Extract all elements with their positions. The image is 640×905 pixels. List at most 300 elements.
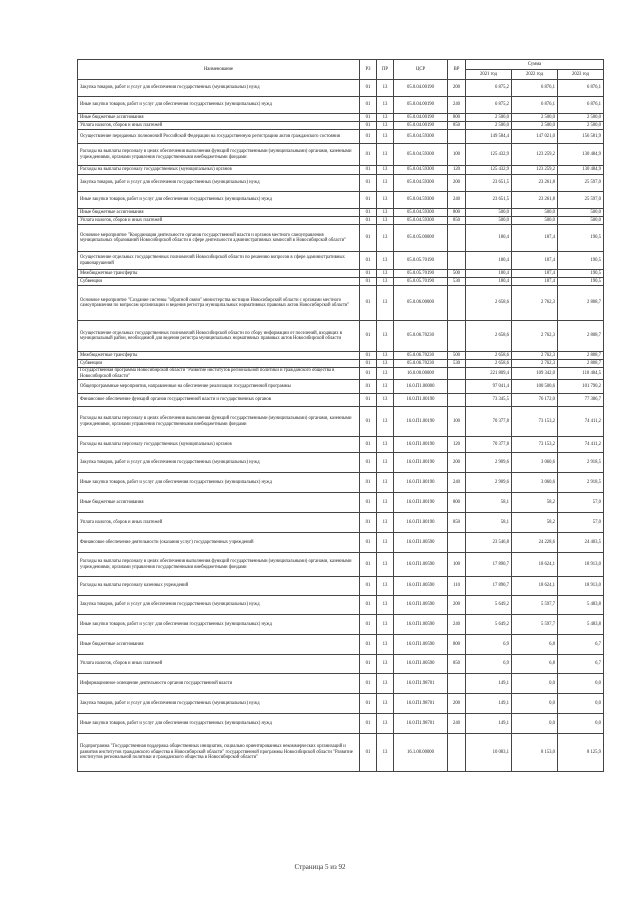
row-rz: 01 bbox=[360, 252, 377, 270]
row-name: Основное мероприятие "Координация деятельности органов государственной власти и органов местного самоуправления муниципальных образований Новосибирской области в сфере деятельности административных комиссий в Новосибирской области" bbox=[78, 225, 360, 252]
row-sum-2022: 6 876,1 bbox=[512, 80, 558, 97]
row-rz: 01 bbox=[360, 144, 377, 166]
row-sum-2023: 18 913,0 bbox=[558, 577, 604, 596]
row-sum-2023: 6,7 bbox=[558, 655, 604, 674]
row-name: Иные закупки товаров, работ и услуг для обеспечения государственных (муниципальных) нужд bbox=[78, 714, 360, 734]
row-rz: 01 bbox=[360, 209, 377, 217]
table-row bbox=[78, 122, 604, 130]
row-csr: 16.0.П1.00190 bbox=[394, 407, 448, 437]
row-sum-2022: 500,0 bbox=[512, 209, 558, 217]
row-csr: 16.0.П1.98701 bbox=[394, 674, 448, 694]
row-csr: 16.0.П1.00590 bbox=[394, 615, 448, 635]
row-vr: 100 bbox=[448, 553, 466, 577]
row-pr: 13 bbox=[377, 166, 394, 175]
row-name: Расходы на выплаты персоналу в целях обеспечения выполнения функций государственными (муниципальными) органами, казенными учреждениями, органами управления государственными внебюджетными фондами bbox=[78, 407, 360, 437]
row-name: Иные закупки товаров, работ и услуг для обеспечения государственных (муниципальных) нужд bbox=[78, 192, 360, 209]
table-row bbox=[78, 166, 604, 175]
row-sum-2023: 500,0 bbox=[558, 217, 604, 225]
row-sum-2021: 2 909,6 bbox=[466, 453, 512, 473]
row-sum-2021: 5 649,2 bbox=[466, 615, 512, 635]
row-sum-2022: 0,0 bbox=[512, 714, 558, 734]
table-row bbox=[78, 635, 604, 655]
row-rz: 01 bbox=[360, 407, 377, 437]
row-csr: 16.0.00.00000 bbox=[394, 368, 448, 380]
row-sum-2022: 147 021,0 bbox=[512, 130, 558, 144]
row-sum-2022: 187,4 bbox=[512, 278, 558, 286]
row-rz: 01 bbox=[360, 175, 377, 192]
row-pr: 13 bbox=[377, 130, 394, 144]
row-rz: 01 bbox=[360, 130, 377, 144]
row-sum-2023: 6,7 bbox=[558, 635, 604, 655]
row-csr: 05.0.06.70230 bbox=[394, 352, 448, 360]
row-sum-2022: 8 153,0 bbox=[512, 734, 558, 772]
row-sum-2022: 18 624,1 bbox=[512, 553, 558, 577]
row-csr: 05.0.06.70230 bbox=[394, 360, 448, 368]
col-header-pr: ПР bbox=[377, 60, 394, 80]
row-name: Расходы на выплаты персоналу государственных (муниципальных) органов bbox=[78, 166, 360, 175]
row-csr: 05.0.04.59300 bbox=[394, 217, 448, 225]
row-sum-2021: 58,1 bbox=[466, 513, 512, 533]
row-name: Государственная программа Новосибирской области "Развитие институтов региональной политики и гражданского общества в Новосибирской области" bbox=[78, 368, 360, 380]
row-sum-2021: 180,4 bbox=[466, 278, 512, 286]
row-name: Расходы на выплаты персоналу казенных учреждений bbox=[78, 577, 360, 596]
table-row bbox=[78, 437, 604, 453]
row-sum-2021: 70 377,8 bbox=[466, 407, 512, 437]
row-sum-2021: 149 584,4 bbox=[466, 130, 512, 144]
row-sum-2021: 23 651,5 bbox=[466, 175, 512, 192]
row-sum-2021: 6,9 bbox=[466, 655, 512, 674]
row-name: Уплата налогов, сборов и иных платежей bbox=[78, 122, 360, 130]
row-sum-2022: 2 500,0 bbox=[512, 114, 558, 122]
row-name: Уплата налогов, сборов и иных платежей bbox=[78, 217, 360, 225]
table-row bbox=[78, 286, 604, 321]
row-sum-2023: 6 876,1 bbox=[558, 97, 604, 114]
table-row bbox=[78, 321, 604, 352]
row-csr: 05.0.05.70190 bbox=[394, 252, 448, 270]
col-header-name: Наименование bbox=[78, 60, 360, 80]
row-name: Подпрограмма "Государственная поддержка общественных инициатив, социально ориентированных некоммерческих организаций и развития институтов гражданского общества в Новосибирской области" государственной программы Новосибирской области "Развитие институтов региональной политики и гражданского общества в Новосибирской области" bbox=[78, 734, 360, 772]
row-rz: 01 bbox=[360, 80, 377, 97]
row-pr: 13 bbox=[377, 278, 394, 286]
row-sum-2023: 57,0 bbox=[558, 493, 604, 513]
row-vr: 800 bbox=[448, 114, 466, 122]
table-row bbox=[78, 407, 604, 437]
row-vr: 240 bbox=[448, 97, 466, 114]
table-row bbox=[78, 473, 604, 493]
col-header-2022: 2022 год bbox=[512, 70, 558, 80]
row-vr: 240 bbox=[448, 192, 466, 209]
row-csr: 16.0.П1.00190 bbox=[394, 437, 448, 453]
row-name: Иные бюджетные ассигнования bbox=[78, 493, 360, 513]
table-row bbox=[78, 217, 604, 225]
row-csr: 05.0.04.00190 bbox=[394, 97, 448, 114]
row-vr: 500 bbox=[448, 270, 466, 278]
col-header-sum: Сумма bbox=[466, 60, 604, 70]
row-vr: 240 bbox=[448, 714, 466, 734]
row-pr: 13 bbox=[377, 360, 394, 368]
table-row bbox=[78, 453, 604, 473]
row-pr: 13 bbox=[377, 394, 394, 407]
table-row bbox=[78, 368, 604, 380]
row-pr: 13 bbox=[377, 114, 394, 122]
row-pr: 13 bbox=[377, 217, 394, 225]
table-row bbox=[78, 493, 604, 513]
row-rz: 01 bbox=[360, 437, 377, 453]
row-pr: 13 bbox=[377, 209, 394, 217]
row-name: Осуществление отдельных государственных полномочий Новосибирской области по решению вопросов в сфере административных правонарушений bbox=[78, 252, 360, 270]
row-rz: 01 bbox=[360, 553, 377, 577]
row-vr bbox=[448, 533, 466, 553]
row-vr bbox=[448, 674, 466, 694]
row-pr: 13 bbox=[377, 493, 394, 513]
row-csr: 05.0.04.59300 bbox=[394, 192, 448, 209]
row-csr: 16.0.П1.00590 bbox=[394, 577, 448, 596]
row-sum-2022: 2 762,3 bbox=[512, 286, 558, 321]
row-vr: 200 bbox=[448, 80, 466, 97]
budget-table bbox=[77, 59, 604, 772]
row-name: Финансовое обеспечение деятельности (оказания услуг) государственных учреждений bbox=[78, 533, 360, 553]
row-sum-2022: 3 060,6 bbox=[512, 453, 558, 473]
row-pr: 13 bbox=[377, 694, 394, 714]
row-rz: 01 bbox=[360, 635, 377, 655]
row-sum-2022: 18 624,1 bbox=[512, 577, 558, 596]
row-vr: 110 bbox=[448, 577, 466, 596]
row-rz: 01 bbox=[360, 615, 377, 635]
row-sum-2023: 2 500,0 bbox=[558, 122, 604, 130]
row-name: Иные бюджетные ассигнования bbox=[78, 114, 360, 122]
row-name: Закупка товаров, работ и услуг для обеспечения государственных (муниципальных) нужд bbox=[78, 453, 360, 473]
row-csr: 05.0.04.59300 bbox=[394, 144, 448, 166]
row-sum-2023: 24 403,5 bbox=[558, 533, 604, 553]
row-sum-2023: 74 411,2 bbox=[558, 437, 604, 453]
row-sum-2023: 2 808,7 bbox=[558, 352, 604, 360]
table-row bbox=[78, 130, 604, 144]
row-sum-2021: 2 658,6 bbox=[466, 360, 512, 368]
row-sum-2023: 190,5 bbox=[558, 270, 604, 278]
table-row bbox=[78, 674, 604, 694]
row-sum-2021: 180,4 bbox=[466, 270, 512, 278]
row-pr: 13 bbox=[377, 533, 394, 553]
row-sum-2023: 57,0 bbox=[558, 513, 604, 533]
row-rz: 01 bbox=[360, 166, 377, 175]
row-name: Закупка товаров, работ и услуг для обеспечения государственных (муниципальных) нужд bbox=[78, 596, 360, 615]
row-sum-2021: 17 890,7 bbox=[466, 577, 512, 596]
row-name: Финансовое обеспечение функций органов государственной власти и государственных органов bbox=[78, 394, 360, 407]
row-rz: 01 bbox=[360, 694, 377, 714]
col-header-csr: ЦСР bbox=[394, 60, 448, 80]
table-body bbox=[78, 80, 604, 772]
col-header-vr: ВР bbox=[448, 60, 466, 80]
table-row bbox=[78, 80, 604, 97]
row-sum-2021: 500,0 bbox=[466, 209, 512, 217]
row-vr: 850 bbox=[448, 513, 466, 533]
row-pr: 13 bbox=[377, 635, 394, 655]
row-rz: 01 bbox=[360, 734, 377, 772]
table-row bbox=[78, 694, 604, 714]
row-name: Уплата налогов, сборов и иных платежей bbox=[78, 513, 360, 533]
row-vr: 240 bbox=[448, 615, 466, 635]
row-vr: 200 bbox=[448, 596, 466, 615]
row-sum-2023: 77 386,7 bbox=[558, 394, 604, 407]
row-vr: 530 bbox=[448, 360, 466, 368]
row-sum-2021: 500,0 bbox=[466, 217, 512, 225]
row-csr: 16.0.П1.98701 bbox=[394, 714, 448, 734]
row-name: Расходы на выплаты персоналу в целях обеспечения выполнения функций государственными (муниципальными) органами, казенными учреждениями, органами управления государственными внебюджетными фондами bbox=[78, 144, 360, 166]
table-row bbox=[78, 513, 604, 533]
row-sum-2023: 0,0 bbox=[558, 694, 604, 714]
row-sum-2021: 125 432,9 bbox=[466, 144, 512, 166]
row-sum-2022: 24 228,6 bbox=[512, 533, 558, 553]
row-csr: 16.0.П1.00590 bbox=[394, 596, 448, 615]
row-rz: 01 bbox=[360, 278, 377, 286]
table-row bbox=[78, 225, 604, 252]
row-rz: 01 bbox=[360, 577, 377, 596]
row-name: Информационное освещение деятельности органов государственной власти bbox=[78, 674, 360, 694]
row-rz: 01 bbox=[360, 352, 377, 360]
row-csr: 16.0.П1.00590 bbox=[394, 533, 448, 553]
row-name: Расходы на выплаты персоналу в целях обеспечения выполнения функций государственными (муниципальными) органами, казенными учреждениями, органами управления государственными внебюджетными фондами bbox=[78, 553, 360, 577]
row-vr bbox=[448, 252, 466, 270]
row-vr: 120 bbox=[448, 437, 466, 453]
row-sum-2023: 74 411,2 bbox=[558, 407, 604, 437]
row-sum-2021: 2 658,6 bbox=[466, 352, 512, 360]
row-sum-2023: 2 500,0 bbox=[558, 114, 604, 122]
row-csr: 05.0.04.59300 bbox=[394, 175, 448, 192]
row-csr: 16.0.П1.00590 bbox=[394, 553, 448, 577]
row-name: Закупка товаров, работ и услуг для обеспечения государственных (муниципальных) нужд bbox=[78, 694, 360, 714]
row-sum-2021: 6 875,2 bbox=[466, 97, 512, 114]
row-sum-2022: 187,4 bbox=[512, 225, 558, 252]
row-rz: 01 bbox=[360, 321, 377, 352]
row-name: Иные бюджетные ассигнования bbox=[78, 635, 360, 655]
row-sum-2023: 8 125,9 bbox=[558, 734, 604, 772]
row-pr: 13 bbox=[377, 437, 394, 453]
row-sum-2021: 17 890,7 bbox=[466, 553, 512, 577]
row-csr: 16.0.П1.00590 bbox=[394, 655, 448, 674]
row-vr: 100 bbox=[448, 144, 466, 166]
row-rz: 01 bbox=[360, 674, 377, 694]
table-row bbox=[78, 209, 604, 217]
row-sum-2022: 2 500,0 bbox=[512, 122, 558, 130]
row-sum-2022: 58,2 bbox=[512, 493, 558, 513]
row-sum-2023: 190,5 bbox=[558, 278, 604, 286]
row-pr: 13 bbox=[377, 407, 394, 437]
row-sum-2022: 123 259,2 bbox=[512, 166, 558, 175]
row-sum-2021: 2 909,6 bbox=[466, 473, 512, 493]
row-pr: 13 bbox=[377, 380, 394, 394]
row-pr: 13 bbox=[377, 577, 394, 596]
row-vr: 850 bbox=[448, 655, 466, 674]
row-csr: 16.0.П1.00190 bbox=[394, 513, 448, 533]
row-sum-2021: 149,1 bbox=[466, 714, 512, 734]
row-rz: 01 bbox=[360, 655, 377, 674]
row-csr: 16.1.00.00000 bbox=[394, 734, 448, 772]
row-pr: 13 bbox=[377, 615, 394, 635]
row-pr: 13 bbox=[377, 321, 394, 352]
row-csr: 05.0.04.00190 bbox=[394, 122, 448, 130]
row-name: Расходы на выплаты персоналу государственных (муниципальных) органов bbox=[78, 437, 360, 453]
table-row bbox=[78, 577, 604, 596]
row-pr: 13 bbox=[377, 270, 394, 278]
row-sum-2023: 156 581,9 bbox=[558, 130, 604, 144]
row-vr bbox=[448, 734, 466, 772]
row-vr bbox=[448, 286, 466, 321]
row-sum-2023: 0,0 bbox=[558, 674, 604, 694]
row-sum-2023: 130 484,9 bbox=[558, 166, 604, 175]
row-name: Общепрограммные мероприятия, направленные на обеспечение реализации государственной программы bbox=[78, 380, 360, 394]
row-sum-2022: 500,0 bbox=[512, 217, 558, 225]
row-sum-2023: 190,5 bbox=[558, 225, 604, 252]
row-vr bbox=[448, 225, 466, 252]
row-sum-2021: 180,4 bbox=[466, 252, 512, 270]
row-csr: 05.0.04.00190 bbox=[394, 80, 448, 97]
row-sum-2022: 0,0 bbox=[512, 694, 558, 714]
row-pr: 13 bbox=[377, 674, 394, 694]
row-name: Закупка товаров, работ и услуг для обеспечения государственных (муниципальных) нужд bbox=[78, 175, 360, 192]
row-sum-2021: 2 658,6 bbox=[466, 321, 512, 352]
row-pr: 13 bbox=[377, 97, 394, 114]
row-rz: 01 bbox=[360, 453, 377, 473]
row-pr: 13 bbox=[377, 286, 394, 321]
row-csr: 16.0.П1.00190 bbox=[394, 453, 448, 473]
row-name: Иные бюджетные ассигнования bbox=[78, 209, 360, 217]
row-name: Осуществление переданных полномочий Российской Федерации на государственную регистрацию актов гражданского состояния bbox=[78, 130, 360, 144]
row-sum-2023: 130 484,9 bbox=[558, 144, 604, 166]
row-sum-2022: 3 060,6 bbox=[512, 473, 558, 493]
row-rz: 01 bbox=[360, 394, 377, 407]
row-sum-2023: 2 808,7 bbox=[558, 360, 604, 368]
row-sum-2021: 73 345,5 bbox=[466, 394, 512, 407]
row-rz: 01 bbox=[360, 192, 377, 209]
row-sum-2023: 190,5 bbox=[558, 252, 604, 270]
row-csr: 16.0.П1.00000 bbox=[394, 380, 448, 394]
row-rz: 01 bbox=[360, 533, 377, 553]
table-row bbox=[78, 114, 604, 122]
row-rz: 01 bbox=[360, 114, 377, 122]
row-rz: 01 bbox=[360, 286, 377, 321]
row-sum-2021: 180,4 bbox=[466, 225, 512, 252]
row-name: Иные закупки товаров, работ и услуг для обеспечения государственных (муниципальных) нужд bbox=[78, 615, 360, 635]
row-sum-2021: 10 083,1 bbox=[466, 734, 512, 772]
row-csr: 05.0.05.00000 bbox=[394, 225, 448, 252]
row-pr: 13 bbox=[377, 80, 394, 97]
row-sum-2022: 2 762,3 bbox=[512, 321, 558, 352]
row-csr: 16.0.П1.00190 bbox=[394, 473, 448, 493]
row-pr: 13 bbox=[377, 714, 394, 734]
row-rz: 01 bbox=[360, 122, 377, 130]
row-csr: 05.0.05.70190 bbox=[394, 278, 448, 286]
row-sum-2022: 123 259,2 bbox=[512, 144, 558, 166]
row-name: Межбюджетные трансферты bbox=[78, 270, 360, 278]
table-row bbox=[78, 553, 604, 577]
row-name: Осуществление отдельных государственных полномочий Новосибирской области по сбору информации от поселений, входящих в муниципальный район, необходимой для ведения регистра муниципальных нормативных правовых актов Новосибирской области bbox=[78, 321, 360, 352]
row-vr: 240 bbox=[448, 473, 466, 493]
col-header-2021: 2021 год bbox=[466, 70, 512, 80]
table-row bbox=[78, 270, 604, 278]
row-pr: 13 bbox=[377, 192, 394, 209]
row-vr: 800 bbox=[448, 493, 466, 513]
table-row bbox=[78, 252, 604, 270]
row-sum-2023: 5 483,8 bbox=[558, 615, 604, 635]
row-pr: 13 bbox=[377, 453, 394, 473]
row-name: Иные закупки товаров, работ и услуг для обеспечения государственных (муниципальных) нужд bbox=[78, 473, 360, 493]
row-csr: 05.0.05.70190 bbox=[394, 270, 448, 278]
row-vr: 800 bbox=[448, 209, 466, 217]
table-row bbox=[78, 394, 604, 407]
row-name: Иные закупки товаров, работ и услуг для обеспечения государственных (муниципальных) нужд bbox=[78, 97, 360, 114]
row-sum-2022: 2 762,3 bbox=[512, 352, 558, 360]
table-row bbox=[78, 144, 604, 166]
row-vr bbox=[448, 130, 466, 144]
row-vr: 200 bbox=[448, 694, 466, 714]
row-rz: 01 bbox=[360, 513, 377, 533]
row-csr: 05.0.04.59300 bbox=[394, 166, 448, 175]
row-sum-2021: 2 658,6 bbox=[466, 286, 512, 321]
row-csr: 16.0.П1.00190 bbox=[394, 493, 448, 513]
table-row bbox=[78, 360, 604, 368]
row-sum-2021: 5 649,2 bbox=[466, 596, 512, 615]
row-sum-2023: 2 808,7 bbox=[558, 321, 604, 352]
col-header-2023: 2023 год bbox=[558, 70, 604, 80]
row-rz: 01 bbox=[360, 380, 377, 394]
row-sum-2023: 2 808,7 bbox=[558, 286, 604, 321]
row-pr: 13 bbox=[377, 513, 394, 533]
row-sum-2021: 23 546,8 bbox=[466, 533, 512, 553]
row-sum-2022: 58,2 bbox=[512, 513, 558, 533]
row-vr: 850 bbox=[448, 217, 466, 225]
row-sum-2021: 149,1 bbox=[466, 674, 512, 694]
row-sum-2023: 2 918,5 bbox=[558, 453, 604, 473]
row-rz: 01 bbox=[360, 360, 377, 368]
row-sum-2022: 5 597,7 bbox=[512, 615, 558, 635]
row-pr: 13 bbox=[377, 655, 394, 674]
row-vr bbox=[448, 368, 466, 380]
row-name: Уплата налогов, сборов и иных платежей bbox=[78, 655, 360, 674]
row-rz: 01 bbox=[360, 473, 377, 493]
row-rz: 01 bbox=[360, 97, 377, 114]
table-row bbox=[78, 615, 604, 635]
row-sum-2021: 221 809,4 bbox=[466, 368, 512, 380]
row-sum-2023: 18 913,0 bbox=[558, 553, 604, 577]
row-sum-2021: 125 432,9 bbox=[466, 166, 512, 175]
row-vr: 530 bbox=[448, 278, 466, 286]
row-pr: 13 bbox=[377, 252, 394, 270]
row-pr: 13 bbox=[377, 144, 394, 166]
row-name: Межбюджетные трансферты bbox=[78, 352, 360, 360]
row-pr: 13 bbox=[377, 352, 394, 360]
row-sum-2022: 23 261,8 bbox=[512, 192, 558, 209]
row-csr: 05.0.04.59300 bbox=[394, 209, 448, 217]
table-row bbox=[78, 175, 604, 192]
row-sum-2022: 6,8 bbox=[512, 655, 558, 674]
row-rz: 01 bbox=[360, 217, 377, 225]
row-sum-2021: 23 651,5 bbox=[466, 192, 512, 209]
row-rz: 01 bbox=[360, 493, 377, 513]
row-rz: 01 bbox=[360, 596, 377, 615]
row-name: Субвенции bbox=[78, 278, 360, 286]
row-sum-2023: 25 597,0 bbox=[558, 192, 604, 209]
row-vr bbox=[448, 394, 466, 407]
row-vr: 500 bbox=[448, 352, 466, 360]
row-pr: 13 bbox=[377, 175, 394, 192]
row-sum-2021: 149,1 bbox=[466, 694, 512, 714]
row-pr: 13 bbox=[377, 225, 394, 252]
row-sum-2022: 6,8 bbox=[512, 635, 558, 655]
row-sum-2023: 25 597,0 bbox=[558, 175, 604, 192]
row-sum-2023: 110 404,5 bbox=[558, 368, 604, 380]
row-sum-2023: 101 790,2 bbox=[558, 380, 604, 394]
row-sum-2023: 6 876,1 bbox=[558, 80, 604, 97]
